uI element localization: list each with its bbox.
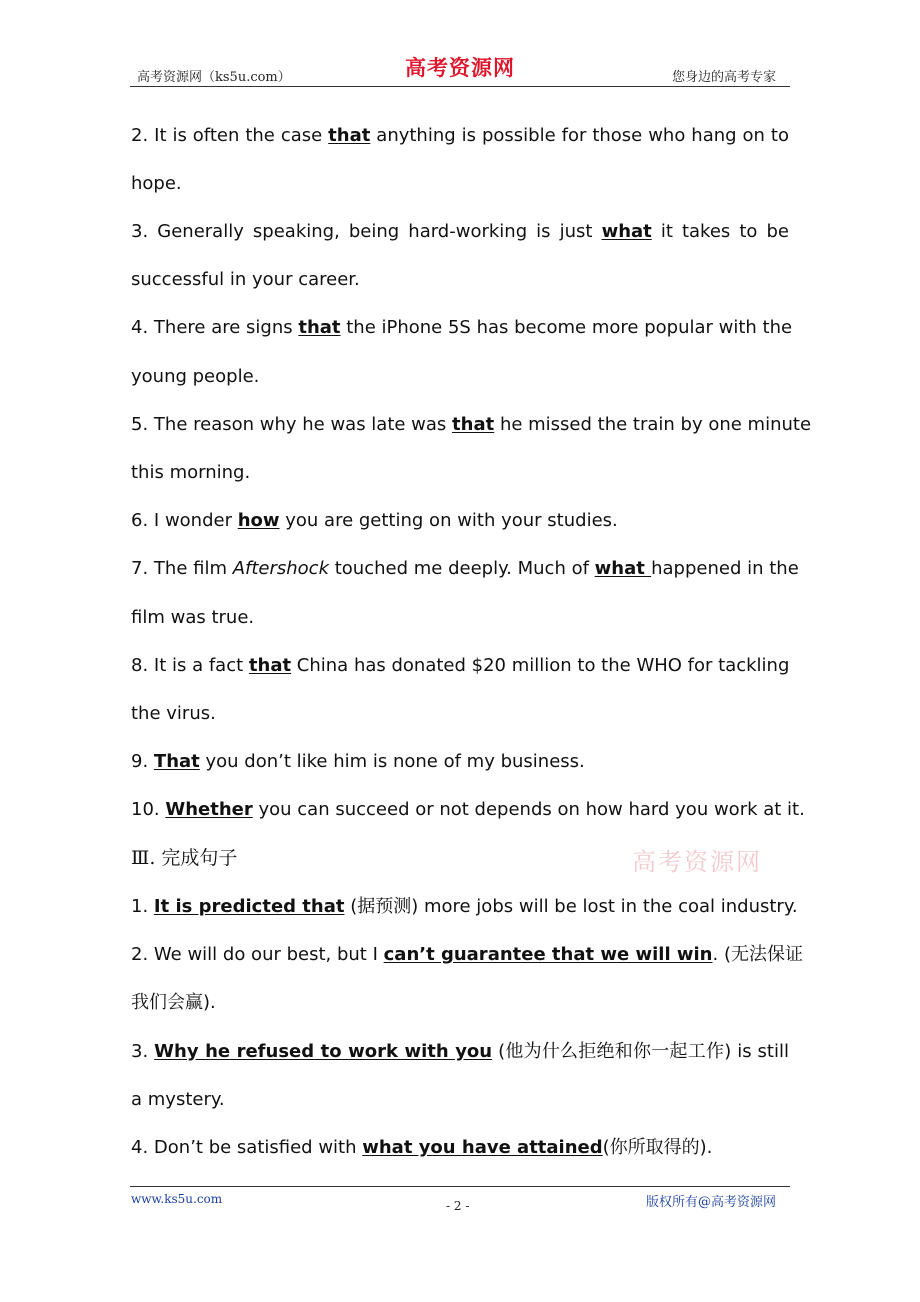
item-4-line-2: young people. bbox=[131, 366, 260, 387]
answer-blank: can’t guarantee that we will win bbox=[383, 944, 713, 965]
footer-divider bbox=[130, 1186, 790, 1187]
sentence-3-line-2: a mystery. bbox=[131, 1089, 225, 1110]
footer-website-link[interactable]: www.ks5u.com bbox=[131, 1192, 223, 1206]
item-7-line-2: film was true. bbox=[131, 607, 255, 628]
sentence-3-line-1: 3. Why he refused to work with you (他为什么拒绝和你一起工作) is still bbox=[131, 1041, 789, 1062]
sentence-2-line-1: 2. We will do our best, but I can’t guarantee that we will win. (无法保证 bbox=[131, 944, 803, 965]
item-6-line-1: 6. I wonder how you are getting on with your studies. bbox=[131, 510, 618, 531]
answer-blank: Why he refused to work with you bbox=[154, 1041, 493, 1062]
item-2-line-2: hope. bbox=[131, 173, 182, 194]
answer-blank: what bbox=[601, 221, 652, 242]
sentence-4-line-1: 4. Don’t be satisfied with what you have attained(你所取得的). bbox=[131, 1137, 713, 1158]
header-logo: 高考资源网 bbox=[405, 55, 515, 80]
item-3-line-1: 3. Generally speaking, being hard-working is just what it takes to be bbox=[131, 221, 789, 242]
item-2-line-1: 2. It is often the case that anything is possible for those who hang on to bbox=[131, 125, 789, 146]
answer-blank: It is predicted that bbox=[153, 896, 345, 917]
sentence-1-line-1: 1. It is predicted that (据预测) more jobs will be lost in the coal industry. bbox=[131, 896, 798, 917]
answer-blank: that bbox=[452, 414, 495, 435]
item-7-line-1: 7. The film Aftershock touched me deeply. Much of what happened in the bbox=[131, 558, 799, 579]
item-5-line-1: 5. The reason why he was late was that he missed the train by one minute bbox=[131, 414, 812, 435]
answer-blank: how bbox=[237, 510, 280, 531]
answer-blank: that bbox=[298, 317, 341, 338]
header-site-name: 高考资源网（ks5u.com） bbox=[137, 70, 291, 85]
answer-blank: that bbox=[328, 125, 371, 146]
answer-blank: what you have attained bbox=[362, 1137, 603, 1158]
item-3-line-2: successful in your career. bbox=[131, 269, 360, 290]
page-number: - 2 - bbox=[446, 1199, 470, 1213]
item-5-line-2: this morning. bbox=[131, 462, 251, 483]
sentence-2-line-2: 我们会赢). bbox=[131, 992, 216, 1013]
film-title: Aftershock bbox=[232, 558, 330, 579]
item-10-line-1: 10. Whether you can succeed or not depends on how hard you work at it. bbox=[131, 799, 805, 820]
footer-copyright: 版权所有@高考资源网 bbox=[646, 1195, 777, 1210]
item-8-line-1: 8. It is a fact that China has donated $20 million to the WHO for tackling bbox=[131, 655, 790, 676]
answer-blank: what bbox=[594, 558, 652, 579]
answer-blank: that bbox=[248, 655, 292, 676]
item-4-line-1: 4. There are signs that the iPhone 5S has become more popular with the bbox=[131, 317, 793, 338]
item-8-line-2: the virus. bbox=[131, 703, 216, 724]
header-divider bbox=[130, 86, 790, 87]
item-9-line-1: 9. That you don’t like him is none of my business. bbox=[131, 751, 585, 772]
answer-blank: That bbox=[153, 751, 200, 772]
header-slogan: 您身边的高考专家 bbox=[672, 70, 777, 85]
answer-blank: Whether bbox=[165, 799, 253, 820]
watermark: 高考资源网 bbox=[632, 848, 762, 876]
section-3-heading: Ⅲ. 完成句子 bbox=[131, 847, 238, 869]
